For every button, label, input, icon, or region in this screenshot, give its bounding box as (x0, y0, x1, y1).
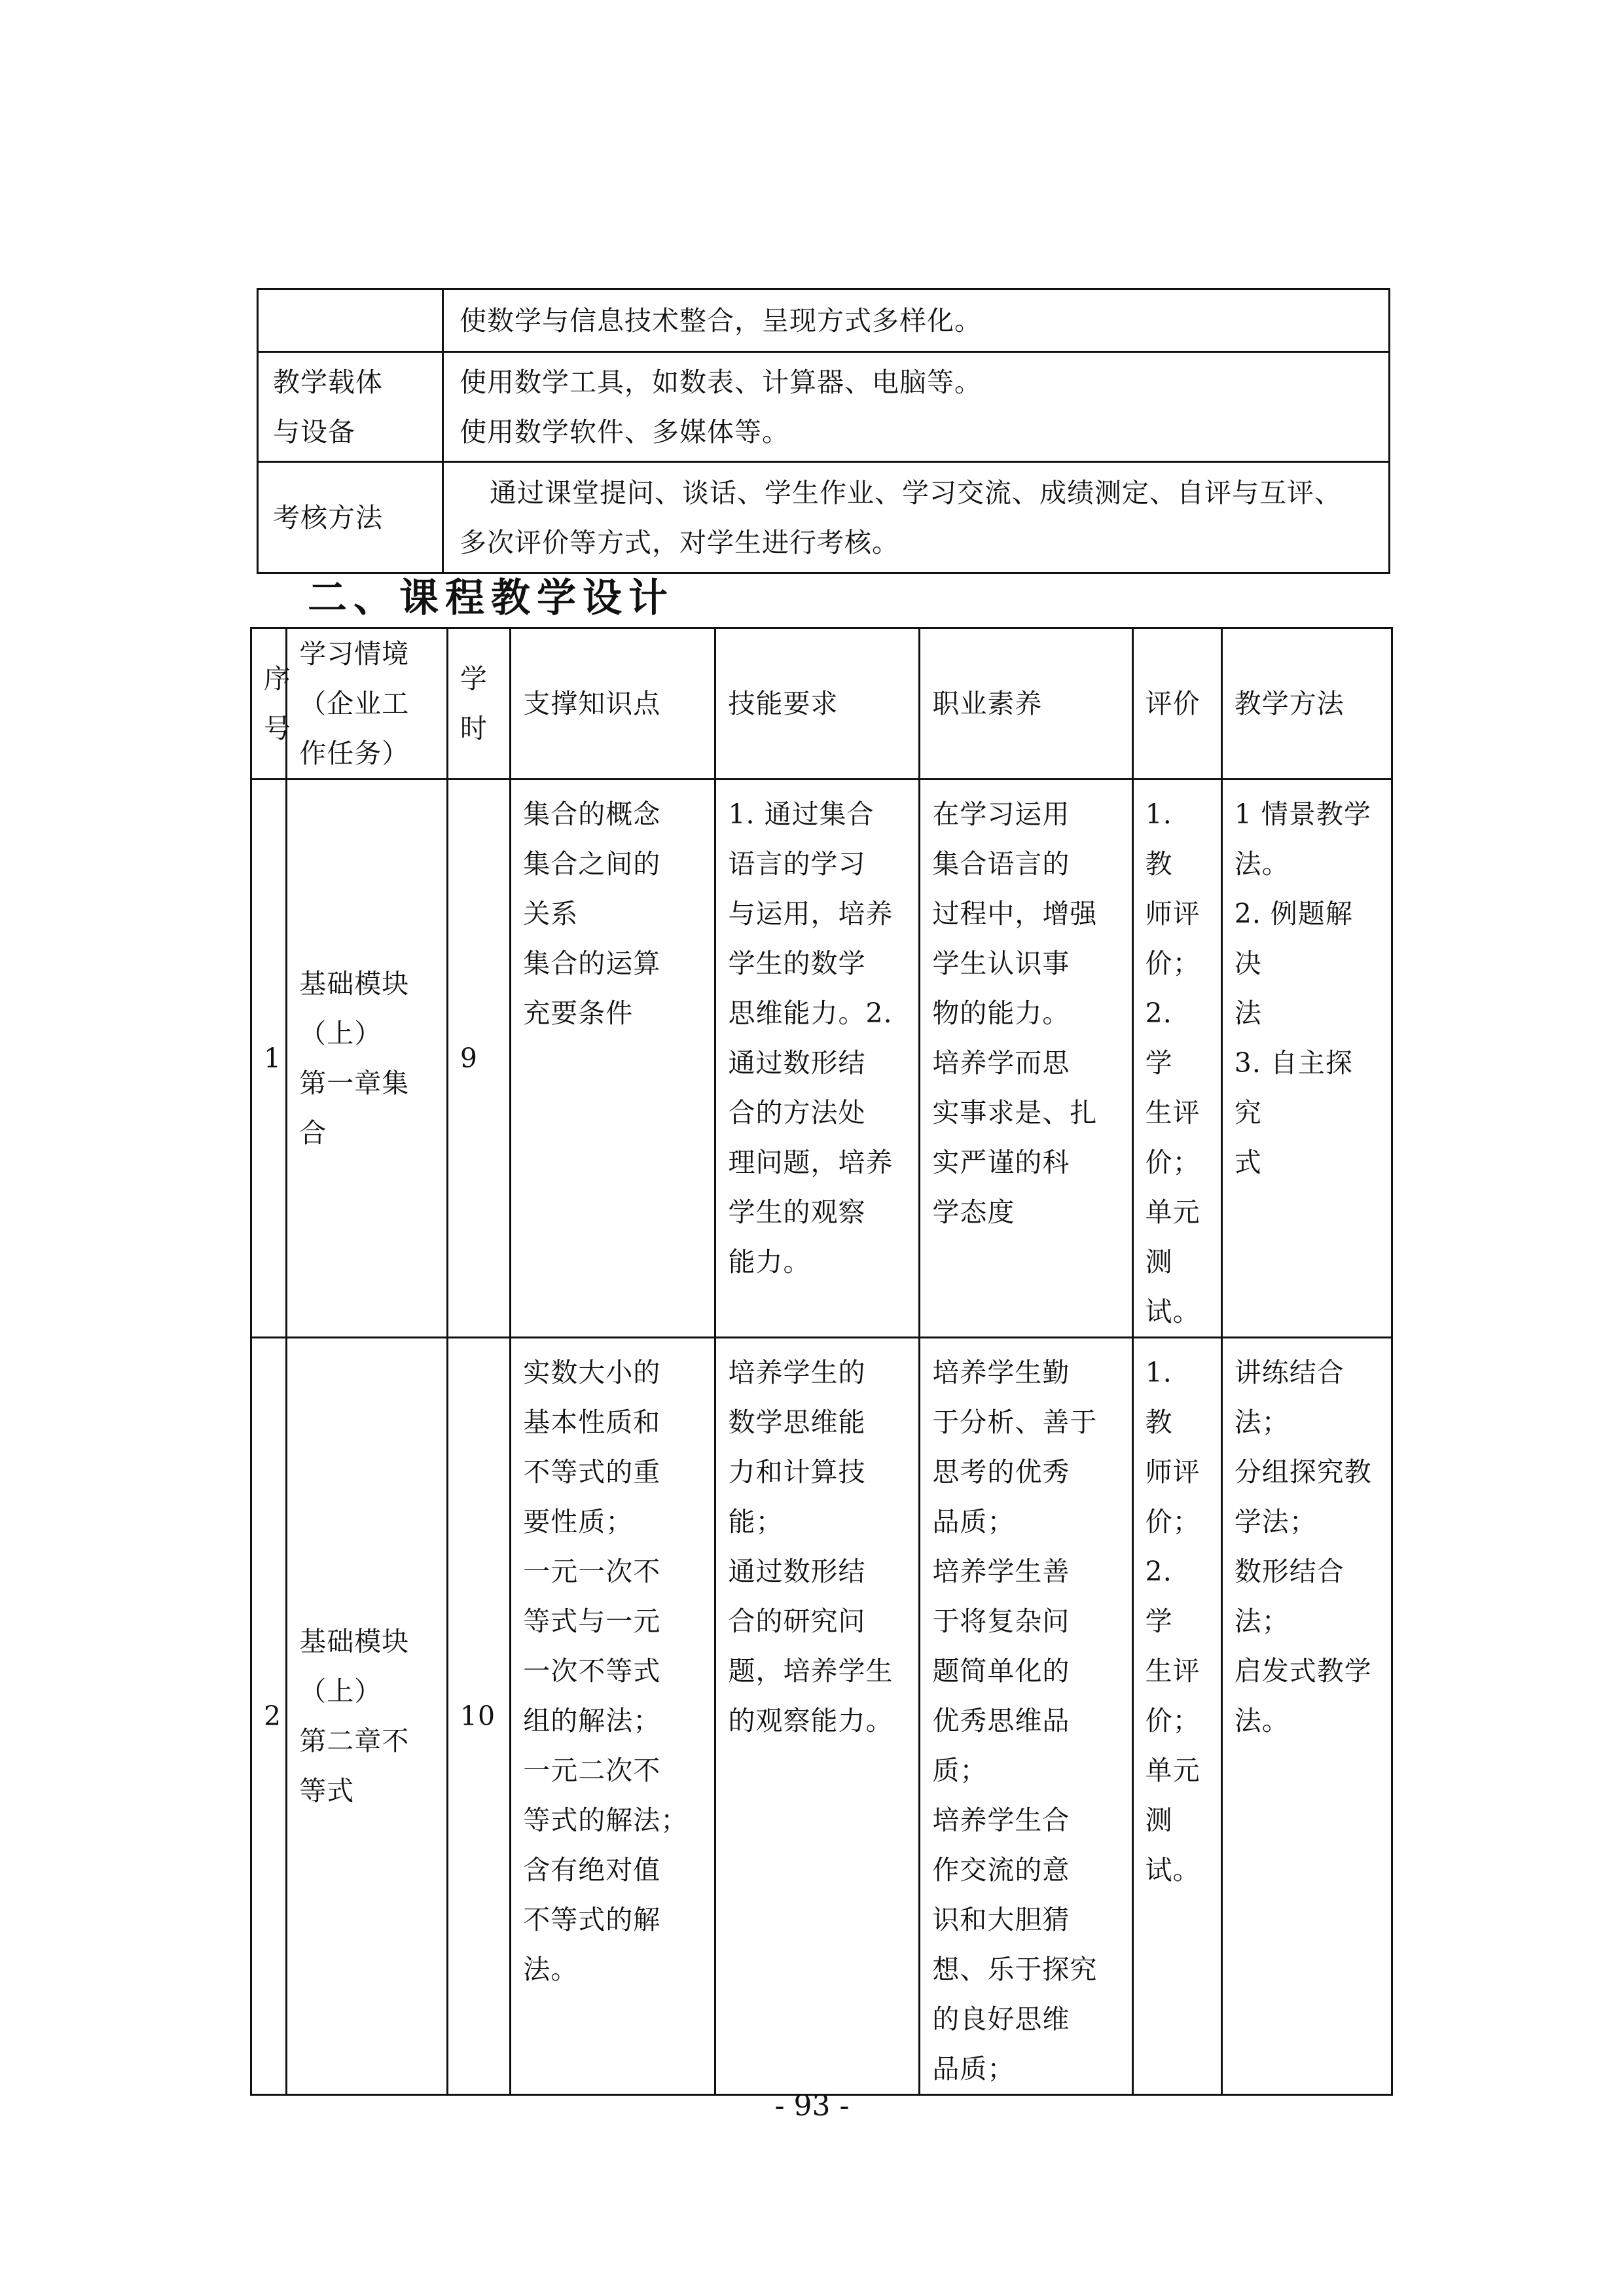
cell-seq: 1 (251, 780, 287, 1338)
cell-skills: 1. 通过集合 语言的学习 与运用，培养 学生的数学 思维能力。2. 通过数形结 合的方法处 理问题，培养 学生的观察 能力。 (715, 780, 920, 1338)
cell-context: 基础模块 （上） 第二章不 等式 (287, 1338, 448, 2095)
cell-evaluation: 1. 教 师评 价； 2. 学 生评 价； 单元 测 试。 (1132, 1338, 1221, 2095)
header-literacy: 职业素养 (920, 628, 1132, 780)
header-method: 教学方法 (1221, 628, 1392, 780)
header-evaluation: 评价 (1132, 628, 1221, 780)
course-design-table (250, 627, 1393, 2096)
cell-literacy: 培养学生勤 于分析、善于 思考的优秀 品质； 培养学生善 于将复杂问 题简单化的 优秀思维品 质； 培养学生合 作交流的意 识和大胆猜 想、乐于探究 的良好思维 品质； (920, 1338, 1132, 2095)
cell-hours: 9 (447, 780, 510, 1338)
header-context: 学习情境 （企业工 作任务） (287, 628, 448, 780)
row-label: 教学载体 与设备 (258, 352, 443, 462)
header-skills: 技能要求 (715, 628, 920, 780)
course-info-table (257, 288, 1390, 574)
page-number: - 93 - (774, 2089, 850, 2123)
cell-literacy: 在学习运用 集合语言的 过程中，增强 学生认识事 物的能力。 培养学而思 实事求是、扎 实严谨的科 学态度 (920, 780, 1132, 1338)
row-content: 使数学与信息技术整合，呈现方式多样化。 (443, 289, 1390, 352)
row-label (258, 289, 443, 352)
table-row (251, 1338, 1392, 2095)
header-knowledge: 支撑知识点 (511, 628, 715, 780)
row-content (443, 462, 1390, 573)
cell-knowledge: 实数大小的 基本性质和 不等式的重 要性质； 一元一次不 等式与一元 一次不等式 组的解法； 一元二次不 等式的解法； 含有绝对值 不等式的解 法。 (511, 1338, 715, 2095)
cell-evaluation: 1. 教 师评 价； 2. 学 生评 价； 单元 测 试。 (1132, 780, 1221, 1338)
header-seq: 序 号 (251, 628, 287, 780)
cell-seq: 2 (251, 1338, 287, 2095)
table-row (258, 352, 1390, 462)
header-hours: 学 时 (447, 628, 510, 780)
table-row (251, 780, 1392, 1338)
cell-hours: 10 (447, 1338, 510, 2095)
section-heading: 二、课程教学设计 (308, 575, 674, 621)
cell-context: 基础模块 （上） 第一章集 合 (287, 780, 448, 1338)
row-label: 考核方法 (258, 462, 443, 573)
cell-knowledge: 集合的概念 集合之间的 关系 集合的运算 充要条件 (511, 780, 715, 1338)
content-line: 通过课堂提问、谈话、学生作业、学习交流、成绩测定、自评与互评、 (490, 476, 1342, 509)
cell-skills: 培养学生的 数学思维能 力和计算技 能； 通过数形结 合的研究问 题，培养学生 的观察能力。 (715, 1338, 920, 2095)
row-content: 使用数学工具，如数表、计算器、电脑等。 使用数学软件、多媒体等。 (443, 352, 1390, 462)
header-row (251, 628, 1392, 780)
cell-method: 1 情景教学 法。 2. 例题解决 法 3. 自主探究 式 (1221, 780, 1392, 1338)
table-row (258, 462, 1390, 573)
cell-method: 讲练结合 法； 分组探究教 学法； 数形结合 法； 启发式教学 法。 (1221, 1338, 1392, 2095)
content-line: 多次评价等方式，对学生进行考核。 (460, 526, 899, 558)
table-row (258, 289, 1390, 352)
